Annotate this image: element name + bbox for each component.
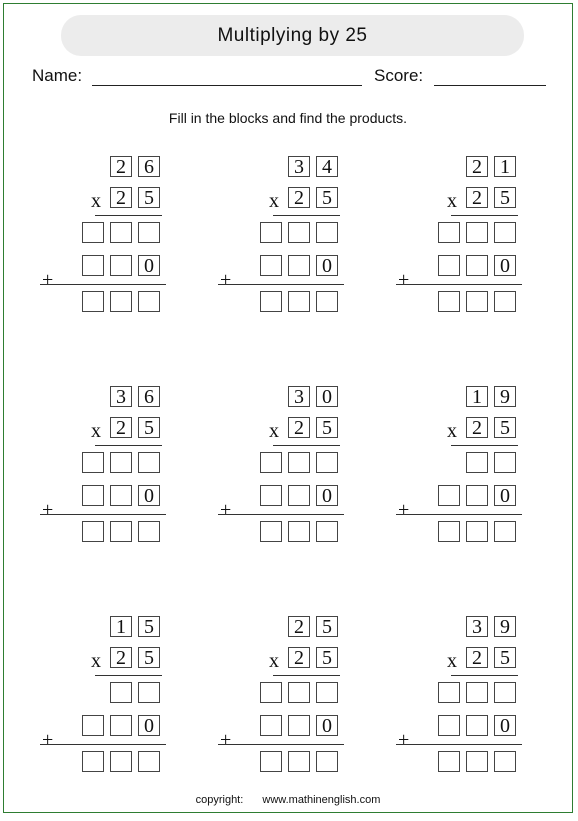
plus-sign: + [220, 729, 232, 751]
answer-box[interactable] [260, 452, 282, 473]
multiplicand-digit: 1 [110, 616, 132, 637]
sum-rule [396, 514, 522, 515]
answer-box[interactable] [260, 751, 282, 772]
answer-box[interactable] [82, 715, 104, 736]
multiply-sign: x [269, 650, 279, 672]
sum-rule [40, 744, 166, 745]
answer-box[interactable] [260, 291, 282, 312]
answer-box[interactable] [82, 751, 104, 772]
name-field[interactable] [92, 85, 362, 86]
multiplier-digit: 5 [316, 417, 338, 438]
answer-box[interactable] [494, 521, 516, 542]
answer-box[interactable] [110, 715, 132, 736]
sum-rule [218, 284, 344, 285]
answer-box[interactable] [82, 485, 104, 506]
answer-box[interactable] [110, 291, 132, 312]
multiplicand-digit: 2 [288, 616, 310, 637]
answer-box[interactable] [82, 521, 104, 542]
answer-box[interactable] [466, 255, 488, 276]
sum-rule [218, 514, 344, 515]
plus-sign: + [398, 729, 410, 751]
sum-rule [396, 284, 522, 285]
answer-box[interactable] [110, 682, 132, 703]
multiply-sign: x [447, 420, 457, 442]
product-rule [95, 215, 162, 216]
multiplicand-digit: 1 [466, 386, 488, 407]
answer-box[interactable] [316, 751, 338, 772]
problem-2 [220, 156, 360, 332]
multiplicand-digit: 3 [288, 386, 310, 407]
footer [4, 794, 572, 806]
answer-box[interactable] [138, 222, 160, 243]
site-link[interactable]: www.mathinenglish.com [262, 794, 381, 806]
multiplier-digit: 5 [494, 647, 516, 668]
answer-box[interactable] [260, 485, 282, 506]
problem-7 [42, 616, 182, 792]
answer-box[interactable] [466, 485, 488, 506]
zero-placeholder: 0 [138, 715, 160, 736]
name-label: Name: [32, 66, 83, 85]
problem-1 [42, 156, 182, 332]
multiplicand-digit: 4 [316, 156, 338, 177]
multiplicand-digit: 3 [110, 386, 132, 407]
multiplicand-digit: 6 [138, 386, 160, 407]
multiplicand-digit: 2 [110, 156, 132, 177]
answer-box[interactable] [466, 751, 488, 772]
plus-sign: + [220, 499, 232, 521]
problem-5 [220, 386, 360, 562]
zero-placeholder: 0 [316, 485, 338, 506]
multiplier-digit: 2 [466, 187, 488, 208]
answer-box[interactable] [466, 222, 488, 243]
product-rule [273, 675, 340, 676]
multiplier-digit: 2 [110, 417, 132, 438]
product-rule [451, 215, 518, 216]
answer-box[interactable] [288, 291, 310, 312]
answer-box[interactable] [288, 222, 310, 243]
multiplicand-digit: 3 [466, 616, 488, 637]
answer-box[interactable] [466, 682, 488, 703]
answer-box[interactable] [288, 751, 310, 772]
plus-sign: + [42, 729, 54, 751]
multiplicand-digit: 2 [466, 156, 488, 177]
multiply-sign: x [91, 420, 101, 442]
score-label: Score: [374, 66, 424, 85]
answer-box[interactable] [138, 521, 160, 542]
answer-box[interactable] [316, 521, 338, 542]
answer-box[interactable] [466, 715, 488, 736]
product-rule [95, 675, 162, 676]
answer-box[interactable] [438, 255, 460, 276]
multiplier-digit: 2 [466, 417, 488, 438]
answer-box[interactable] [138, 751, 160, 772]
multiply-sign: x [91, 650, 101, 672]
answer-box[interactable] [138, 682, 160, 703]
answer-box[interactable] [288, 255, 310, 276]
sum-rule [40, 514, 166, 515]
answer-box[interactable] [82, 255, 104, 276]
multiplicand-digit: 1 [494, 156, 516, 177]
answer-box[interactable] [438, 715, 460, 736]
answer-box[interactable] [110, 222, 132, 243]
problem-3 [398, 156, 538, 332]
multiplicand-digit: 9 [494, 386, 516, 407]
worksheet-page [3, 3, 573, 813]
answer-box[interactable] [110, 751, 132, 772]
multiplier-digit: 5 [494, 417, 516, 438]
multiply-sign: x [269, 420, 279, 442]
answer-box[interactable] [110, 521, 132, 542]
answer-box[interactable] [438, 222, 460, 243]
answer-box[interactable] [438, 485, 460, 506]
answer-box[interactable] [288, 452, 310, 473]
plus-sign: + [398, 499, 410, 521]
multiplier-digit: 2 [288, 417, 310, 438]
multiplicand-digit: 9 [494, 616, 516, 637]
answer-box[interactable] [494, 291, 516, 312]
multiplier-digit: 2 [466, 647, 488, 668]
zero-placeholder: 0 [494, 485, 516, 506]
answer-box[interactable] [260, 255, 282, 276]
plus-sign: + [220, 269, 232, 291]
answer-box[interactable] [82, 452, 104, 473]
answer-box[interactable] [288, 715, 310, 736]
multiplier-digit: 2 [110, 187, 132, 208]
answer-box[interactable] [438, 751, 460, 772]
answer-box[interactable] [260, 715, 282, 736]
answer-box[interactable] [288, 485, 310, 506]
problem-9 [398, 616, 538, 792]
multiplier-digit: 2 [288, 187, 310, 208]
answer-box[interactable] [494, 682, 516, 703]
multiplier-digit: 5 [138, 187, 160, 208]
problem-6 [398, 386, 538, 562]
answer-box[interactable] [316, 291, 338, 312]
multiplicand-digit: 0 [316, 386, 338, 407]
problem-4 [42, 386, 182, 562]
zero-placeholder: 0 [494, 255, 516, 276]
answer-box[interactable] [82, 222, 104, 243]
answer-box[interactable] [494, 751, 516, 772]
product-rule [95, 445, 162, 446]
answer-box[interactable] [438, 682, 460, 703]
page-title: Multiplying by 25 [217, 24, 368, 46]
answer-box[interactable] [316, 222, 338, 243]
multiplicand-digit: 5 [316, 616, 338, 637]
zero-placeholder: 0 [494, 715, 516, 736]
sum-rule [218, 744, 344, 745]
multiply-sign: x [91, 190, 101, 212]
multiplicand-digit: 3 [288, 156, 310, 177]
sum-rule [396, 744, 522, 745]
answer-box[interactable] [260, 521, 282, 542]
multiplicand-digit: 6 [138, 156, 160, 177]
plus-sign: + [42, 269, 54, 291]
answer-box[interactable] [494, 452, 516, 473]
product-rule [273, 215, 340, 216]
answer-box[interactable] [316, 682, 338, 703]
sum-rule [40, 284, 166, 285]
product-rule [273, 445, 340, 446]
copyright-label: copyright: [195, 794, 244, 806]
multiplier-digit: 5 [316, 187, 338, 208]
answer-box[interactable] [110, 452, 132, 473]
name-score-row [4, 66, 572, 88]
instructions: Fill in the blocks and find the products. [168, 110, 408, 126]
multiplier-digit: 2 [110, 647, 132, 668]
zero-placeholder: 0 [138, 255, 160, 276]
zero-placeholder: 0 [138, 485, 160, 506]
answer-box[interactable] [288, 682, 310, 703]
answer-box[interactable] [82, 291, 104, 312]
title-banner [61, 15, 524, 56]
multiply-sign: x [447, 190, 457, 212]
score-field[interactable] [434, 85, 546, 86]
plus-sign: + [42, 499, 54, 521]
zero-placeholder: 0 [316, 255, 338, 276]
answer-box[interactable] [138, 291, 160, 312]
multiplier-digit: 5 [138, 417, 160, 438]
answer-box[interactable] [466, 452, 488, 473]
multiplier-digit: 5 [316, 647, 338, 668]
answer-box[interactable] [110, 485, 132, 506]
multiplicand-digit: 5 [138, 616, 160, 637]
product-rule [451, 675, 518, 676]
answer-box[interactable] [438, 521, 460, 542]
multiply-sign: x [447, 650, 457, 672]
plus-sign: + [398, 269, 410, 291]
answer-box[interactable] [466, 521, 488, 542]
product-rule [451, 445, 518, 446]
multiplier-digit: 5 [138, 647, 160, 668]
zero-placeholder: 0 [316, 715, 338, 736]
multiplier-digit: 5 [494, 187, 516, 208]
multiplier-digit: 2 [288, 647, 310, 668]
problem-8 [220, 616, 360, 792]
answer-box[interactable] [138, 452, 160, 473]
answer-box[interactable] [438, 291, 460, 312]
answer-box[interactable] [110, 255, 132, 276]
answer-box[interactable] [466, 291, 488, 312]
multiply-sign: x [269, 190, 279, 212]
answer-box[interactable] [260, 222, 282, 243]
answer-box[interactable] [316, 452, 338, 473]
answer-box[interactable] [494, 222, 516, 243]
answer-box[interactable] [288, 521, 310, 542]
answer-box[interactable] [260, 682, 282, 703]
